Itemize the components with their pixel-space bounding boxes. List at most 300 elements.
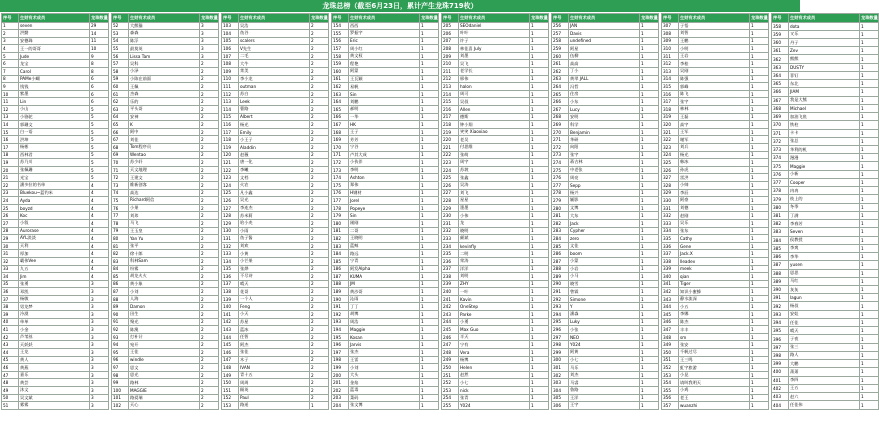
cell-name: 文博: [569, 204, 640, 212]
cell-rank: 307: [662, 22, 679, 30]
cell-name: Kosan: [349, 333, 420, 341]
cell-rank: 316: [662, 90, 679, 98]
cell-name: 黄人: [19, 356, 90, 364]
table-row: [2, 326, 109, 334]
cell-name: K: [129, 121, 200, 129]
cell-name: 芦苇丝: [19, 333, 90, 341]
cell-rank: 339: [662, 265, 679, 273]
cell-name: wuanzhi: [679, 402, 750, 410]
cell-count: 2: [310, 159, 329, 167]
cell-name: 二毛: [239, 52, 310, 60]
cell-rank: 3: [2, 37, 19, 45]
cell-name: 小金: [19, 326, 90, 334]
cell-name: yusen: [789, 261, 860, 269]
cell-name: Paul: [239, 394, 310, 402]
cell-count: 2: [310, 303, 329, 311]
cell-name: 沐文: [19, 387, 90, 395]
cell-count: 1: [860, 63, 879, 71]
cell-name: 墨墨: [459, 204, 530, 212]
cell-count: 1: [530, 265, 549, 273]
table-row: [772, 302, 879, 310]
cell-count: 1: [420, 189, 439, 197]
table-row: [662, 166, 769, 174]
table-row: [112, 341, 219, 349]
cell-name: 杨光: [239, 121, 310, 129]
table-row: [2, 75, 109, 83]
cell-rank: 160: [332, 68, 349, 76]
cell-count: 2: [200, 250, 219, 258]
table-row: [112, 371, 219, 379]
cell-rank: 52: [112, 22, 129, 30]
cell-rank: 73: [112, 181, 129, 189]
cell-name: 路远: [349, 250, 420, 258]
table-row: [552, 356, 659, 364]
table-row: [112, 83, 219, 91]
table-row: [332, 227, 439, 235]
table-row: [772, 203, 879, 211]
table-row: [772, 286, 879, 294]
cell-name: 天心: [129, 402, 200, 410]
table-row: [332, 326, 439, 334]
cell-rank: 178: [332, 204, 349, 212]
cell-name: 苏星: [239, 318, 310, 326]
cell-name: PAMe小蝴: [19, 75, 90, 83]
cell-name: 王龙: [19, 349, 90, 357]
table-row: [552, 98, 659, 106]
column-header-rank: 序号: [552, 14, 569, 23]
table-row: [222, 37, 329, 45]
cell-count: 2: [310, 113, 329, 121]
table-row: [442, 257, 549, 265]
cell-name: 金焰: [349, 379, 420, 387]
table-row: [2, 98, 109, 106]
cell-name: 小鸡: [679, 387, 750, 395]
cell-count: 1: [640, 37, 659, 45]
cell-rank: 17: [2, 144, 19, 152]
table-row: [442, 22, 549, 30]
cell-count: 1: [530, 52, 549, 60]
table-row: [552, 273, 659, 281]
cell-rank: 84: [112, 265, 129, 273]
cell-name: JAN: [569, 22, 640, 30]
table-row: [552, 311, 659, 319]
table-row: [112, 280, 219, 288]
cell-count: 1: [420, 106, 439, 114]
table-row: [2, 45, 109, 53]
cell-name: 厚加: [19, 250, 90, 258]
cell-name: Cypher: [569, 227, 640, 235]
cell-rank: 245: [442, 326, 459, 334]
cell-rank: 154: [332, 22, 349, 30]
table-row: [662, 394, 769, 402]
cell-rank: 19: [2, 159, 19, 167]
cell-name: 鱼谷: [239, 30, 310, 38]
table-row: [662, 121, 769, 129]
cell-count: 1: [420, 288, 439, 296]
cell-count: 2: [310, 387, 329, 395]
cell-count: 3: [200, 30, 219, 38]
table-row: [332, 166, 439, 174]
cell-rank: 137: [222, 280, 239, 288]
table-row: [662, 379, 769, 387]
cell-count: 1: [530, 106, 549, 114]
table-row: [112, 402, 219, 410]
cell-name: 王玉皇: [129, 227, 200, 235]
table-row: [772, 318, 879, 326]
cell-rank: 242: [442, 303, 459, 311]
table-row: [442, 166, 549, 174]
cell-rank: 235: [442, 250, 459, 258]
table-row: [662, 295, 769, 303]
cell-count: 2: [200, 75, 219, 83]
cell-rank: 287: [552, 257, 569, 265]
cell-rank: 63: [112, 106, 129, 114]
cell-rank: 352: [662, 364, 679, 372]
cell-rank: 296: [552, 326, 569, 334]
cell-rank: 55: [112, 45, 129, 53]
table-row: [112, 144, 219, 152]
table-row: [112, 265, 219, 273]
cell-rank: 285: [552, 242, 569, 250]
cell-rank: 238: [442, 273, 459, 281]
cell-name: 郭峰: [679, 83, 750, 91]
cell-rank: 319: [662, 113, 679, 121]
cell-rank: 129: [222, 219, 239, 227]
cell-rank: 192: [332, 311, 349, 319]
cell-rank: 68: [112, 144, 129, 152]
table-row: [332, 52, 439, 60]
cell-rank: 13: [2, 113, 19, 121]
table-row: [332, 333, 439, 341]
cell-name: Emily: [239, 128, 310, 136]
cell-name: Eric: [349, 37, 420, 45]
cell-count: 1: [530, 242, 549, 250]
table-row: [552, 387, 659, 395]
cell-name: Helen: [459, 364, 530, 372]
table-row: [662, 75, 769, 83]
cell-count: 2: [200, 90, 219, 98]
cell-rank: 217: [442, 113, 459, 121]
cell-rank: 134: [222, 257, 239, 265]
cell-count: 1: [750, 364, 769, 372]
cell-name: 周亮: [569, 174, 640, 182]
cell-count: 2: [310, 311, 329, 319]
cell-name: Sin: [349, 90, 420, 98]
column-header-count: 龙珠数量: [420, 14, 439, 23]
cell-count: 1: [640, 288, 659, 296]
cell-name: 西西: [349, 22, 420, 30]
cell-count: 1: [640, 144, 659, 152]
cell-name: 冯哲: [569, 83, 640, 91]
cell-count: 9: [90, 52, 109, 60]
table-row: [112, 250, 219, 258]
cell-name: 小蒙: [569, 257, 640, 265]
cell-count: 2: [200, 136, 219, 144]
cell-rank: 317: [662, 98, 679, 106]
cell-rank: 318: [662, 106, 679, 114]
cell-name: 冷漠: [19, 311, 90, 319]
table-row: [442, 280, 549, 288]
cell-rank: 162: [332, 83, 349, 91]
column-header-rank: 序号: [332, 14, 349, 23]
cell-name: 张青: [459, 394, 530, 402]
cell-rank: 372: [772, 137, 789, 145]
cell-rank: 170: [332, 144, 349, 152]
cell-rank: 286: [552, 250, 569, 258]
cell-count: 2: [200, 144, 219, 152]
cell-name: 李春芳: [789, 220, 860, 228]
cell-count: 1: [860, 55, 879, 63]
table-row: [552, 181, 659, 189]
cell-count: 1: [530, 250, 549, 258]
table-row: [442, 356, 549, 364]
cell-count: 5: [90, 113, 109, 121]
cell-count: 5: [90, 106, 109, 114]
cell-name: 华利的机: [789, 146, 860, 154]
cell-rank: 344: [662, 303, 679, 311]
table-row: [222, 394, 329, 402]
table-row: [2, 295, 109, 303]
cell-name: 蓝鲸: [349, 242, 420, 250]
cell-rank: 79: [112, 227, 129, 235]
table-row: [442, 174, 549, 182]
cell-count: 1: [750, 288, 769, 296]
table-row: [112, 318, 219, 326]
cell-rank: 4: [2, 45, 19, 53]
cell-count: 2: [200, 83, 219, 91]
column-header-name: 生财有术成员: [569, 14, 640, 23]
cell-rank: 304: [552, 387, 569, 395]
cell-name: 路爱瑞: [129, 394, 200, 402]
cell-count: 1: [530, 90, 549, 98]
cell-rank: 321: [662, 128, 679, 136]
table-row: [112, 235, 219, 243]
cell-rank: 357: [662, 402, 679, 410]
table-row: [222, 166, 329, 174]
cell-count: 1: [530, 235, 549, 243]
cell-count: 1: [860, 327, 879, 335]
cell-name: Jack.X: [679, 250, 750, 258]
cell-count: 3: [90, 356, 109, 364]
cell-count: 3: [90, 387, 109, 395]
cell-rank: 147: [222, 356, 239, 364]
cell-count: 2: [310, 83, 329, 91]
cell-name: 小伙伴: [349, 159, 420, 167]
cell-rank: 119: [222, 144, 239, 152]
cell-name: 蒋吉林: [569, 159, 640, 167]
cell-name: 晓雪: [569, 280, 640, 288]
cell-rank: 195: [332, 333, 349, 341]
table-row: [552, 371, 659, 379]
table-row: [2, 379, 109, 387]
cell-rank: 142: [222, 318, 239, 326]
cell-count: 1: [860, 368, 879, 376]
table-row: [662, 83, 769, 91]
table-row: [222, 349, 329, 357]
cell-count: 5: [90, 151, 109, 159]
cell-rank: 74: [112, 189, 129, 197]
cell-rank: 50: [2, 394, 19, 402]
cell-name: 陈强: [679, 75, 750, 83]
table-row: [442, 371, 549, 379]
cell-rank: 358: [772, 22, 789, 30]
cell-name: 雾雾: [19, 402, 90, 410]
cell-rank: 347: [662, 326, 679, 334]
table-row: [662, 265, 769, 273]
cell-name: 卡卡: [789, 129, 860, 137]
table-row: [772, 393, 879, 401]
table-row: [662, 371, 769, 379]
cell-rank: 265: [552, 90, 569, 98]
table-row: [222, 219, 329, 227]
table-row: [552, 37, 659, 45]
cell-count: 2: [200, 212, 219, 220]
cell-rank: 174: [332, 174, 349, 182]
cell-name: 张东: [679, 227, 750, 235]
cell-count: 1: [530, 402, 549, 410]
table-row: [662, 326, 769, 334]
cell-rank: 252: [442, 379, 459, 387]
table-row: [552, 151, 659, 159]
cell-rank: 276: [552, 174, 569, 182]
cell-count: 2: [200, 235, 219, 243]
cell-name: 张勇: [19, 280, 90, 288]
cell-rank: 362: [772, 55, 789, 63]
cell-count: 1: [750, 30, 769, 38]
table-row: [662, 37, 769, 45]
cell-count: 1: [420, 75, 439, 83]
table-row: [662, 288, 769, 296]
cell-count: 1: [640, 189, 659, 197]
cell-name: 大鹏: [789, 360, 860, 368]
cell-count: 1: [530, 60, 549, 68]
column-header-count: 龙珠数量: [310, 14, 329, 23]
cell-rank: 223: [442, 159, 459, 167]
cell-name: 马飞: [129, 219, 200, 227]
cell-count: 1: [860, 236, 879, 244]
cell-count: 2: [310, 181, 329, 189]
cell-rank: 213: [442, 83, 459, 91]
table-row: [222, 356, 329, 364]
cell-name: 吴光: [239, 197, 310, 205]
table-row: [112, 379, 219, 387]
cell-rank: 402: [772, 384, 789, 392]
cell-name: 聚光: [129, 318, 200, 326]
table-row: [442, 311, 549, 319]
table-row: [552, 341, 659, 349]
cell-count: 1: [530, 45, 549, 53]
cell-count: 1: [530, 318, 549, 326]
cell-count: 4: [90, 242, 109, 250]
table-row: [772, 384, 879, 392]
cell-count: 3: [90, 341, 109, 349]
cell-count: 1: [640, 60, 659, 68]
cell-name: Jarvis: [349, 341, 420, 349]
cell-count: 1: [420, 219, 439, 227]
cell-rank: 225: [442, 174, 459, 182]
cell-rank: 216: [442, 106, 459, 114]
cell-name: 晴天: [789, 327, 860, 335]
table-row: [112, 394, 219, 402]
cell-count: 2: [310, 121, 329, 129]
cell-count: 1: [860, 335, 879, 343]
cell-name: halon: [459, 83, 530, 91]
cell-count: 2: [310, 227, 329, 235]
cell-count: 1: [420, 60, 439, 68]
table-row: [442, 402, 549, 410]
table-row: [112, 303, 219, 311]
cell-count: 1: [860, 154, 879, 162]
cell-name: 吴叔: [459, 98, 530, 106]
cell-name: 王子: [349, 128, 420, 136]
cell-name: 苏乃川: [19, 159, 90, 167]
cell-count: 2: [310, 379, 329, 387]
table-row: [2, 83, 109, 91]
cell-count: 1: [640, 402, 659, 410]
table-row: [2, 341, 109, 349]
cell-rank: 371: [772, 129, 789, 137]
cell-rank: 89: [112, 303, 129, 311]
cell-count: 1: [640, 219, 659, 227]
cell-name: 刘兵: [679, 144, 750, 152]
cell-rank: 176: [332, 189, 349, 197]
cell-count: 1: [640, 106, 659, 114]
cell-count: 1: [530, 333, 549, 341]
cell-rank: 322: [662, 136, 679, 144]
cell-rank: 275: [552, 166, 569, 174]
cell-count: 3: [90, 318, 109, 326]
cell-name: 二哥: [349, 227, 420, 235]
cell-rank: 219: [442, 128, 459, 136]
cell-count: 2: [310, 394, 329, 402]
column-header-rank: 序号: [662, 14, 679, 23]
cell-count: 2: [200, 379, 219, 387]
cell-rank: 240: [442, 288, 459, 296]
table-row: [662, 144, 769, 152]
cell-count: 1: [530, 295, 549, 303]
cell-name: 青十五: [239, 371, 310, 379]
cell-rank: 64: [112, 113, 129, 121]
cell-name: Feng: [239, 303, 310, 311]
cell-name: 黄文权: [349, 52, 420, 60]
cell-rank: 361: [772, 47, 789, 55]
table-row: [442, 364, 549, 372]
table-row: [2, 159, 109, 167]
table-row: [2, 356, 109, 364]
cell-name: 洪坤: [19, 136, 90, 144]
cell-count: 1: [860, 228, 879, 236]
cell-name: 龙: [459, 219, 530, 227]
cell-count: 2: [310, 295, 329, 303]
cell-count: 1: [860, 294, 879, 302]
cell-rank: 59: [112, 75, 129, 83]
header-row: [662, 14, 769, 23]
table-row: [112, 128, 219, 136]
table-row: [332, 303, 439, 311]
cell-rank: 148: [222, 364, 239, 372]
cell-name: 森森: [129, 30, 200, 38]
cell-rank: 33: [2, 265, 19, 273]
cell-name: windle: [129, 356, 200, 364]
header-row: [552, 14, 659, 23]
cell-name: 思文: [129, 364, 200, 372]
cell-name: ZHY: [459, 280, 530, 288]
cell-rank: 99: [112, 379, 129, 387]
table-row: [442, 106, 549, 114]
cell-name: 张佩珊: [19, 166, 90, 174]
cell-name: 紫墨: [19, 90, 90, 98]
cell-rank: 290: [552, 280, 569, 288]
